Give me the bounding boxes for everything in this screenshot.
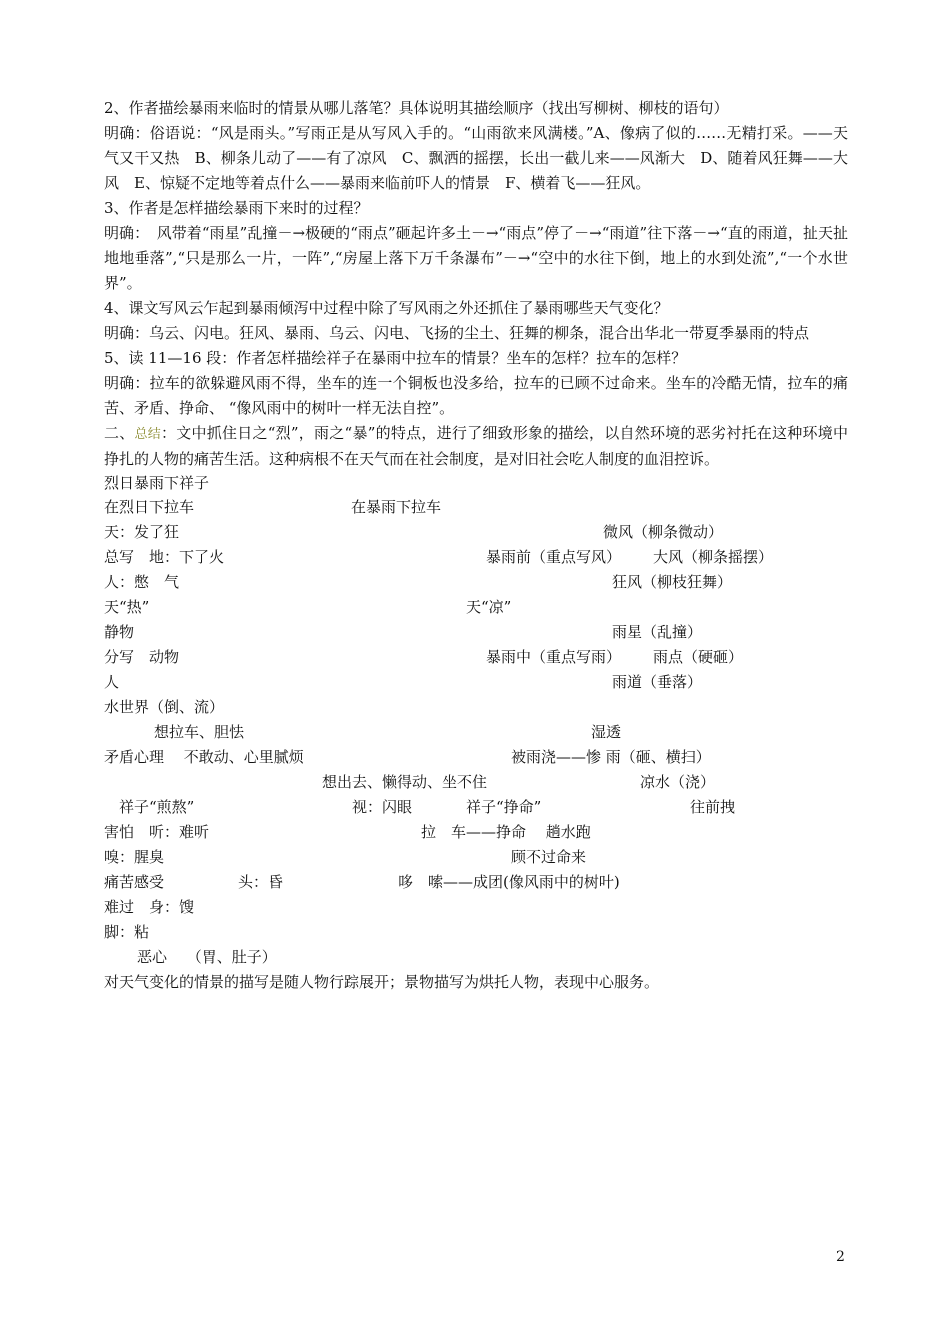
- outline-line: 嗅：腥臭: [104, 848, 165, 866]
- question-5: 5、读 11—16 段：作者怎样描绘祥子在暴雨中拉车的情景？坐车的怎样？拉车的怎样？: [104, 349, 687, 367]
- outline-line: 哆 嗦——成团(像风雨中的树叶): [398, 873, 620, 891]
- outline-line: 顾不过命来: [511, 848, 587, 866]
- page-number: 2: [836, 1249, 845, 1265]
- outline-line: 想拉车、胆怯: [154, 723, 245, 741]
- outline-line: 矛盾心理 不敢动、心里腻烦: [104, 748, 304, 766]
- outline-line: 拉 车——挣命 趟水跑: [421, 823, 591, 841]
- question-3: 3、作者是怎样描绘暴雨下来时的过程？: [104, 199, 369, 217]
- outline-line: 脚：粘: [104, 923, 150, 941]
- outline-line: 大风（柳条摇摆）: [653, 548, 774, 566]
- outline-line: 人: [104, 673, 120, 691]
- question-2: 2、作者描绘暴雨来临时的情景从哪儿落笔？具体说明其描绘顺序（找出写柳树、柳枝的语句）: [104, 99, 729, 117]
- outline-line: 水世界（倒、流）: [104, 698, 225, 716]
- outline-line: 在烈日下拉车: [104, 498, 195, 516]
- outline-line: 想出去、懒得动、坐不住: [322, 773, 488, 791]
- outline-line: 湿透: [591, 723, 622, 741]
- outline-line: 害怕 听：难听: [104, 823, 210, 841]
- summary-prefix: 二、: [104, 424, 135, 442]
- outline-line: 静物: [104, 623, 135, 641]
- outline-line: 暴雨前（重点写风）: [486, 548, 622, 566]
- outline-line: 天“凉”: [466, 598, 512, 616]
- outline-line: 头：昏: [238, 873, 284, 891]
- outline-line: 往前拽: [690, 798, 736, 816]
- outline-line: 微风（柳条微动）: [603, 523, 724, 541]
- question-4: 4、课文写风云乍起到暴雨倾泻中过程中除了写风雨之外还抓住了暴雨哪些天气变化？: [104, 299, 669, 317]
- outline-line: 被雨浇——惨 雨（砸、横扫）: [511, 748, 711, 766]
- outline-line: 在暴雨下拉车: [351, 498, 442, 516]
- outline-line: 雨点（硬砸）: [653, 648, 744, 666]
- answer-2: 明确：俗语说：“风是雨头。”写雨正是从写风入手的。“山雨欲来风满楼。”A、像病了似的……无精打采。——天气又干又热 B、柳条儿动了——有了凉风 C、飘洒的摇摆，长出一截儿来——风渐大 D、随着风狂舞——大风 E、惊疑不定地等着点什么——暴雨来临前吓人的情景 F、横着飞——狂风。: [104, 124, 848, 192]
- outline-line: 恶心 （胃、肚子）: [137, 948, 277, 966]
- outline-line: 祥子“挣命”: [466, 798, 542, 816]
- summary-paragraph: [104, 421, 848, 472]
- outline-line: 雨星（乱撞）: [612, 623, 703, 641]
- outline-line: 痛苦感受: [104, 873, 165, 891]
- summary-label: 总结: [134, 427, 161, 442]
- summary-text: ：文中抓住日之“烈”，雨之“暴”的特点，进行了细致形象的描绘，以自然环境的恶劣衬托在这种环境中挣扎的人物的痛苦生活。这种病根不在天气而在社会制度，是对旧社会吃人制度的血泪控诉。: [104, 424, 848, 468]
- outline-line: 总写 地：下了火: [104, 548, 225, 566]
- outline-title: 烈日暴雨下祥子: [104, 474, 210, 492]
- outline-line: 分写 动物: [104, 648, 180, 666]
- outline-line: 祥子“煎熬”: [119, 798, 195, 816]
- closing-sentence: 对天气变化的情景的描写是随人物行踪展开；景物描写为烘托人物，表现中心服务。: [104, 973, 660, 991]
- answer-5: 明确：拉车的欲躲避风雨不得，坐车的连一个铜板也没多给，拉车的已顾不过命来。坐车的冷酷无情，拉车的痛苦、矛盾、挣命、 “像风雨中的树叶一样无法自控”。: [104, 374, 848, 417]
- outline-line: 视：闪眼: [352, 798, 413, 816]
- outline-line: 暴雨中（重点写雨）: [486, 648, 622, 666]
- outline-line: 天“热”: [104, 598, 150, 616]
- outline-line: 天：发了狂: [104, 523, 180, 541]
- outline-line: 狂风（柳枝狂舞）: [612, 573, 733, 591]
- answer-3: 明确： 风带着“雨星”乱撞－→极硬的“雨点”砸起许多土－→“雨点”停了－→“雨道”往下落－→“直的雨道，扯天扯地地垂落”,“只是那么一片，一阵”,“房屋上落下万千条瀑布”－→“空中的水往下倒，地上的水到处流”,“一个水世界”。: [104, 224, 848, 292]
- outline-line: 雨道（垂落）: [612, 673, 703, 691]
- outline-line: 难过 身：馊: [104, 898, 195, 916]
- answer-4: 明确：乌云、闪电。狂风、暴雨、乌云、闪电、飞扬的尘土、狂舞的柳条，混合出华北一带夏季暴雨的特点: [104, 324, 810, 342]
- outline-line: 凉水（浇）: [640, 773, 716, 791]
- outline-line: 人：憋 气: [104, 573, 180, 591]
